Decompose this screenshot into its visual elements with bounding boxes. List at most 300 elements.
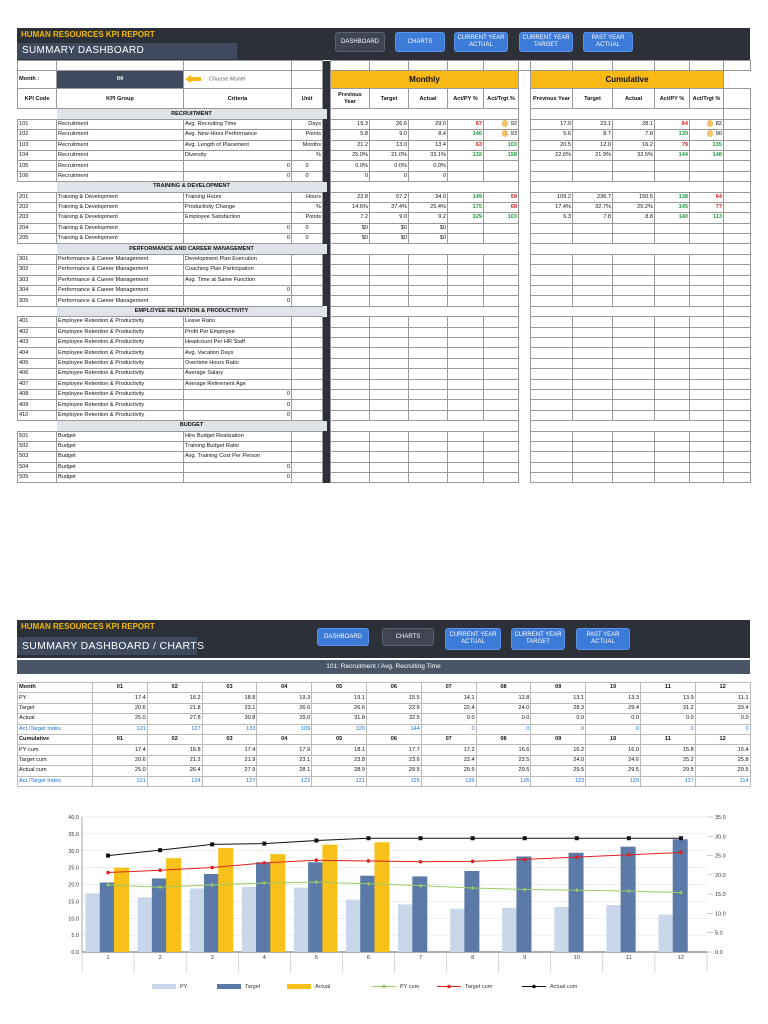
cumulative-act-py-cell [655,286,690,296]
legend-label: PY cum [400,984,420,990]
kpi-group-cell: Employee Retention & Productivity [57,379,184,389]
monthly-py-cell: 7.2 [331,213,370,223]
cumulative-py-cell: 6.3 [531,213,573,223]
value-cell: 127 [202,776,257,786]
kpi-code-cell: 305 [18,296,57,306]
kpi-chart [17,792,750,997]
cumulative-py-cell [531,327,573,337]
cumulative-actual-cell [613,348,655,358]
monthly-act-py-cell [448,473,484,483]
unit-cell [292,327,323,337]
monthly-actual-cell [409,358,448,368]
monthly-act-trgt-value: 103 [507,141,517,148]
monthly-target-cell [370,317,409,327]
value-cell: 21.9 [202,755,257,765]
cumulative-py-cell: 109.2 [531,192,573,202]
y-left-tick-label: 5.0 [71,933,79,940]
cumulative-previous-year-header: Previous Year [531,89,573,109]
cumulative-py-cell: 17.4% [531,202,573,212]
y-right-tick-label: 30.0 [715,834,726,841]
cumulative-act-trgt-cell [690,192,724,202]
cumulative-actual-cell [613,369,655,379]
cumulative-actual-cell: 25.2% [613,202,655,212]
monthly-py-cell [331,400,370,410]
cumulative-target-cell [573,473,613,483]
point-target-cum [679,851,683,855]
monthly-act-trgt-cell [484,317,519,327]
table-row [18,223,751,233]
nav-dashboard-button[interactable]: DASHBOARD [317,628,369,646]
section-header-row [18,244,751,254]
y-left-tick-label: 10.0 [68,916,79,923]
nav-dashboard-button[interactable]: DASHBOARD [335,32,385,52]
data-row [18,693,751,703]
monthly-actual-cell [409,441,448,451]
kpi-group-cell: Performance & Career Management [57,275,184,285]
nav-current-year-actual-button[interactable]: CURRENT YEAR ACTUAL [454,32,508,52]
section-header-row [18,421,751,431]
cumulative-py-cell [531,286,573,296]
cumulative-act-trgt-value: 77 [715,204,722,211]
cumulative-act-py-value: 145 [678,204,688,211]
monthly-py-cell: 14.6% [331,202,370,212]
page-title: SUMMARY DASHBOARD / CHARTS [17,637,197,655]
monthly-previous-year-header: Previous Year [331,89,370,109]
cumulative-act-trgt-cell [690,327,724,337]
row-header: Cumulative [18,734,93,744]
point-target-cum [315,858,319,862]
monthly-py-cell [331,462,370,472]
cumulative-target-cell [573,379,613,389]
kpi-code-cell: 102 [18,130,57,140]
cumulative-act-py-cell [655,379,690,389]
value-cell: 0 [586,724,641,734]
monthly-target-cell [370,348,409,358]
value-cell: 29.5 [586,766,641,776]
monthly-target-cell [370,400,409,410]
monthly-actual-cell [409,462,448,472]
monthly-target-cell [370,379,409,389]
monthly-target-cell [370,286,409,296]
table-row [18,296,751,306]
unit-cell [292,462,323,472]
value-cell: 19.3 [257,693,312,703]
cumulative-actual-cell [613,265,655,275]
table-row [18,410,751,420]
cumulative-target-cell [573,389,613,399]
monthly-py-cell [331,317,370,327]
row-header: Month [18,683,93,693]
monthly-act-py-cell [448,369,484,379]
table-row [18,119,751,129]
x-tick-label: 9 [523,955,527,961]
bar-target [621,847,636,952]
cumulative-target-header: Target [573,89,613,109]
cumulative-py-cell [531,431,573,441]
row-label: Actual [18,714,93,724]
monthly-act-py-cell [448,389,484,399]
monthly-act-py-cell [448,223,484,233]
y-right-tick-label: 35.0 [715,815,726,821]
table-row [18,286,751,296]
monthly-actual-cell [409,337,448,347]
monthly-target-cell [370,265,409,275]
value-cell: 15.4 [695,745,750,755]
cumulative-act-trgt-cell [690,213,724,223]
month-header-cell: 05 [312,683,367,693]
point-actual-cum [314,839,318,843]
unit-cell: Points [292,130,323,140]
cumulative-act-py-cell [655,130,690,140]
kpi-group-cell: Budget [57,452,184,462]
kpi-code-cell: 505 [18,473,57,483]
month-header-cell: 06 [366,683,421,693]
value-cell: 16.0 [586,745,641,755]
monthly-target-cell: 0.0% [370,161,409,171]
cumulative-target-cell [573,348,613,358]
cumulative-py-cell [531,441,573,451]
monthly-target-cell: $0 [370,223,409,233]
criteria-cell: Coaching Plan Participation [184,265,292,275]
cumulative-act-py-cell [655,400,690,410]
x-tick-label: 12 [677,955,685,961]
cumulative-py-cell: 22.6% [531,150,573,160]
nav-current-year-actual-button[interactable]: CURRENT YEAR ACTUAL [445,628,501,650]
value-cell: 21.2 [147,755,202,765]
monthly-act-py-cell [448,452,484,462]
criteria-cell: Overtime Hours Ratio [184,358,292,368]
monthly-act-trgt-cell [484,192,519,202]
y-left-tick-label: 30.0 [68,848,79,855]
kpi-group-cell: Recruitment [57,140,184,150]
monthly-target-cell: 0 [370,171,409,181]
bar-target [516,856,531,952]
cumulative-target-cell [573,369,613,379]
unit-cell [292,441,323,451]
value-cell: 17.4 [202,745,257,755]
point-actual-cum [106,854,110,858]
monthly-actual-cell: $0 [409,223,448,233]
point-target-cum [106,871,110,875]
kpi-group-cell: Budget [57,473,184,483]
bar-target [412,876,427,952]
criteria-cell: Development Plan Execution [184,254,292,264]
value-cell: 24.0 [476,703,531,713]
kpi-group-cell: Recruitment [57,119,184,129]
value-cell: 16.2 [147,693,202,703]
bar-py [450,909,465,952]
cumulative-py-cell: 20.5 [531,140,573,150]
nav-current-year-target-button[interactable]: CURRENT YEAR TARGET [511,628,565,650]
summary-dashboard-panel [17,28,750,488]
monthly-target-cell [370,254,409,264]
monthly-act-trgt-value: 103 [507,214,517,221]
kpi-code-cell: 203 [18,213,57,223]
cumulative-act-trgt-cell [690,473,724,483]
cumulative-act-trgt-cell [690,452,724,462]
value-cell: 23.1 [202,703,257,713]
point-target-cum [575,855,579,859]
x-tick-label: 2 [158,955,162,961]
value-cell: 109 [257,724,312,734]
table-row [18,452,751,462]
cumulative-actual-cell [613,223,655,233]
cumulative-target-cell: 8.7 [573,130,613,140]
cumulative-act-trgt-cell [690,410,724,420]
month-header-cell: 03 [202,734,257,744]
table-row [18,473,751,483]
cumulative-actual-cell [613,379,655,389]
cumulative-act-py-value: 64 [681,120,688,127]
page-title: SUMMARY DASHBOARD [17,43,237,59]
nav-past-year-actual-button[interactable]: PAST YEAR ACTUAL [576,628,630,650]
kpi-group-cell: Employee Retention & Productivity [57,337,184,347]
criteria-cell: Profit Per Employee [184,327,292,337]
monthly-actual-cell [409,327,448,337]
monthly-act-trgt-cell [484,130,519,140]
cumulative-actual-cell [613,337,655,347]
cumulative-py-cell: 5.6 [531,130,573,140]
bar-actual [270,854,285,952]
cumulative-act-trgt-cell [690,337,724,347]
x-tick-label: 5 [314,955,318,961]
value-cell: 125 [366,776,421,786]
cumulative-act-trgt-cell [690,265,724,275]
y-left-tick-label: 0.0 [71,950,79,956]
cumulative-act-trgt-cell [690,348,724,358]
cumulative-act-py-cell [655,275,690,285]
value-cell: 121 [312,776,367,786]
monthly-act-trgt-value: 158 [507,152,517,159]
unit-cell [292,369,323,379]
cumulative-py-cell [531,389,573,399]
y-right-tick-label: 15.0 [715,892,726,899]
monthly-act-py-value: 67 [475,120,482,127]
month-header-cell: 06 [366,734,421,744]
value-cell: 121 [93,776,148,786]
bar-target [308,862,323,952]
nav-current-year-target-button[interactable]: CURRENT YEAR TARGET [519,32,573,52]
cumulative-act-py-cell [655,223,690,233]
cumulative-actual-cell [613,431,655,441]
monthly-target-cell [370,431,409,441]
cumulative-py-cell [531,275,573,285]
x-tick-label: 7 [419,955,423,961]
cumulative-act-trgt-cell [690,286,724,296]
value-cell: 33.4 [695,703,750,713]
kpi-code-cell: 205 [18,234,57,244]
cumulative-py-cell [531,410,573,420]
nav-past-year-actual-button[interactable]: PAST YEAR ACTUAL [583,32,633,52]
value-cell: 127 [147,724,202,734]
kpi-code-cell: 301 [18,254,57,264]
monthly-target-cell [370,296,409,306]
value-cell: 120 [312,724,367,734]
data-row [18,755,751,765]
cumulative-act-trgt-cell [690,358,724,368]
report-title: HUMAN RESOURCES KPI REPORT [21,622,155,631]
monthly-py-cell: 25.0% [331,150,370,160]
monthly-py-cell: 0 [331,171,370,181]
x-tick-label: 6 [366,955,370,961]
monthly-act-py-cell [448,192,484,202]
table-row [18,317,751,327]
unit-cell [292,286,323,296]
monthly-py-cell [331,358,370,368]
chart-title: 101: Recruitment / Avg. Recruiting Time [17,660,750,674]
month-selector[interactable]: 04 [57,71,184,89]
value-cell: 17.2 [421,745,476,755]
cumulative-act-trgt-cell [690,462,724,472]
cumulative-act-py-cell [655,150,690,160]
monthly-act-trgt-cell [484,140,519,150]
row-label: PY [18,693,93,703]
cumulative-py-cell [531,358,573,368]
unit-cell: 0 [292,171,323,181]
row-label: Target [18,703,93,713]
unit-cell [292,452,323,462]
point-target-cum [523,858,527,862]
monthly-py-cell [331,431,370,441]
kpi-code-cell: 402 [18,327,57,337]
x-tick-label: 11 [626,955,632,961]
monthly-actual-cell: 0.0% [409,161,448,171]
monthly-py-cell [331,275,370,285]
point-actual-cum [262,842,266,846]
kpi-group-cell: Employee Retention & Productivity [57,358,184,368]
cumulative-py-cell [531,369,573,379]
value-cell: 29.5 [476,766,531,776]
legend-marker [447,985,451,989]
cumulative-act-trgt-cell [690,379,724,389]
cumulative-target-cell [573,317,613,327]
criteria-cell: 0 [184,296,292,306]
kpi-group-cell: Recruitment [57,171,184,181]
cumulative-act-py-cell [655,254,690,264]
monthly-act-trgt-cell [484,410,519,420]
unit-cell [292,389,323,399]
monthly-target-cell: $0 [370,234,409,244]
monthly-actual-cell: 9.2 [409,213,448,223]
legend-label: Actual cum [550,984,578,990]
table-row [18,213,751,223]
criteria-cell: 0 [184,410,292,420]
kpi-code-cell: 502 [18,441,57,451]
kpi-group-cell: Performance & Career Management [57,265,184,275]
cumulative-target-cell: 12.0 [573,140,613,150]
cumulative-act-py-cell [655,161,690,171]
value-cell: 0.0 [640,714,695,724]
month-header-cell: 03 [202,683,257,693]
section-title: EMPLOYEE RETENTION & PRODUCTIVITY [57,306,327,316]
unit-cell: Points [292,213,323,223]
cumulative-actual-cell: 150.5 [613,192,655,202]
nav-charts-button[interactable]: CHARTS [395,32,445,52]
value-cell: 27.8 [147,714,202,724]
unit-cell [292,473,323,483]
bar-target [100,882,115,952]
cumulative-actual-cell [613,161,655,171]
monthly-act-py-cell [448,275,484,285]
cumulative-act-py-cell [655,410,690,420]
cumulative-py-cell [531,337,573,347]
monthly-py-cell [331,296,370,306]
bar-py [502,908,517,952]
data-row [18,776,751,786]
bar-target [464,871,479,952]
cumulative-actual-cell [613,410,655,420]
y-right-tick-label: 20.0 [715,872,726,879]
value-cell: 0 [476,724,531,734]
month-header-cell: 12 [695,683,750,693]
unit-cell: Hours [292,192,323,202]
monthly-act-py-cell [448,202,484,212]
kpi-group-cell: Employee Retention & Productivity [57,369,184,379]
monthly-actual-cell [409,389,448,399]
criteria-cell: Hire Budget Realization [184,431,292,441]
monthly-act-trgt-value: 68 [510,204,517,211]
monthly-act-trgt-cell [484,254,519,264]
monthly-act-py-value: 175 [472,204,482,211]
value-cell: 22.6 [366,703,421,713]
table-row [18,254,751,264]
cumulative-target-cell: 23.1 [573,119,613,129]
monthly-py-cell [331,389,370,399]
criteria-header: Criteria [184,89,292,109]
monthly-act-py-value: 146 [472,131,482,138]
unit-cell [292,337,323,347]
value-cell: 17.9 [257,745,312,755]
point-target-cum [210,866,214,870]
value-cell: 120 [586,776,641,786]
legend-swatch [217,984,241,989]
kpi-code-cell: 105 [18,161,57,171]
value-cell: 11.1 [695,693,750,703]
cumulative-actual-cell: 8.8 [613,213,655,223]
criteria-cell: Avg. Training Cost Per Person [184,452,292,462]
cumulative-py-cell [531,171,573,181]
value-cell: 18.8 [202,693,257,703]
nav-charts-button[interactable]: CHARTS [382,628,434,646]
value-cell: 30.8 [202,714,257,724]
monthly-actual-cell: 29.0 [409,119,448,129]
cumulative-actual-cell: 32.5% [613,150,655,160]
value-cell: 124 [147,776,202,786]
cumulative-target-cell: 32.7% [573,202,613,212]
cumulative-py-cell [531,400,573,410]
cumulative-target-cell [573,296,613,306]
monthly-act-py-cell [448,431,484,441]
value-cell: 23.4 [421,755,476,765]
kpi-group-cell: Budget [57,462,184,472]
table-row [18,389,751,399]
kpi-group-cell: Budget [57,441,184,451]
kpi-group-cell: Training & Development [57,213,184,223]
monthly-target-header: Target [370,89,409,109]
table-row [18,140,751,150]
criteria-cell: Average Retirement Age [184,379,292,389]
value-cell: 27.9 [202,766,257,776]
cumulative-act-py-cell [655,296,690,306]
kpi-group-cell: Training & Development [57,202,184,212]
cumulative-target-cell [573,265,613,275]
value-cell: 17.4 [93,693,148,703]
criteria-cell: 0 [184,234,292,244]
criteria-cell: Leave Ratio [184,317,292,327]
value-cell: 31.2 [640,703,695,713]
bar-target [360,876,375,952]
section-title: RECRUITMENT [57,109,327,119]
